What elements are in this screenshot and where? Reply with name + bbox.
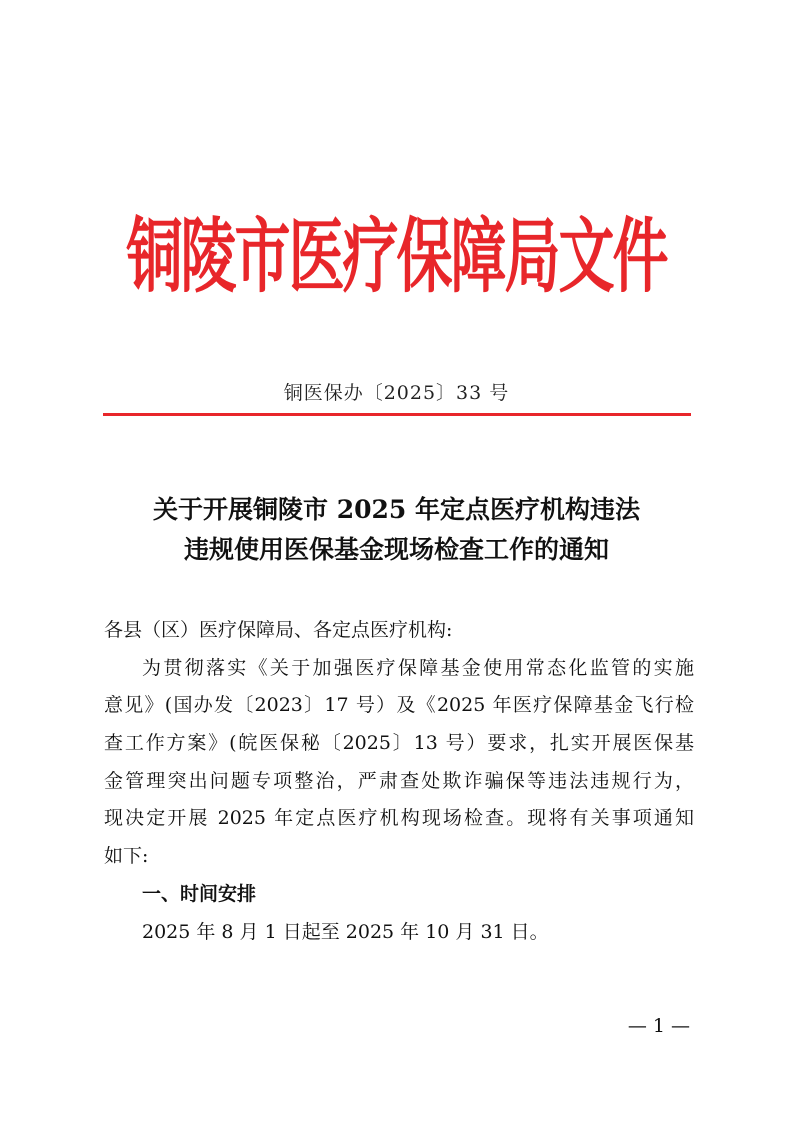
paragraph-1-line-2: 意见》(国办发〔2023〕17 号）及《2025 年医疗保障基金飞行检 (104, 694, 694, 717)
notice-title-line-1: 关于开展铜陵市 2025 年定点医疗机构违法 (153, 495, 640, 524)
page-number: — 1 — (627, 1015, 690, 1037)
red-divider-line (103, 413, 691, 416)
section-1-text: 2025 年 8 月 1 日起至 2025 年 10 月 31 日。 (142, 920, 549, 943)
notice-title-line-2: 违规使用医保基金现场检查工作的通知 (183, 535, 609, 564)
masthead (100, 196, 693, 306)
paragraph-1-line-5: 现决定开展 2025 年定点医疗机构现场检查。现将有关事项通知 (104, 807, 694, 830)
paragraph-1-line-6: 如下: (104, 845, 149, 868)
document-body (104, 612, 694, 951)
document-number: 铜医保办〔2025〕33 号 (283, 382, 510, 404)
salutation: 各县（区）医疗保障局、各定点医疗机构: (104, 619, 453, 641)
paragraph-1-line-1: 为贯彻落实《关于加强医疗保障基金使用常态化监管的实施 (142, 656, 694, 679)
paragraph-1-line-4: 金管理突出问题专项整治，严肃查处欺诈骗保等违法违规行为， (104, 769, 694, 792)
notice-title (100, 490, 693, 570)
masthead-title: 铜陵市医疗保障局文件 (126, 208, 667, 305)
paragraph-1-line-3: 查工作方案》(皖医保秘〔2025〕13 号）要求，扎实开展医保基 (104, 732, 694, 755)
section-1-heading: 一、时间安排 (142, 882, 257, 905)
